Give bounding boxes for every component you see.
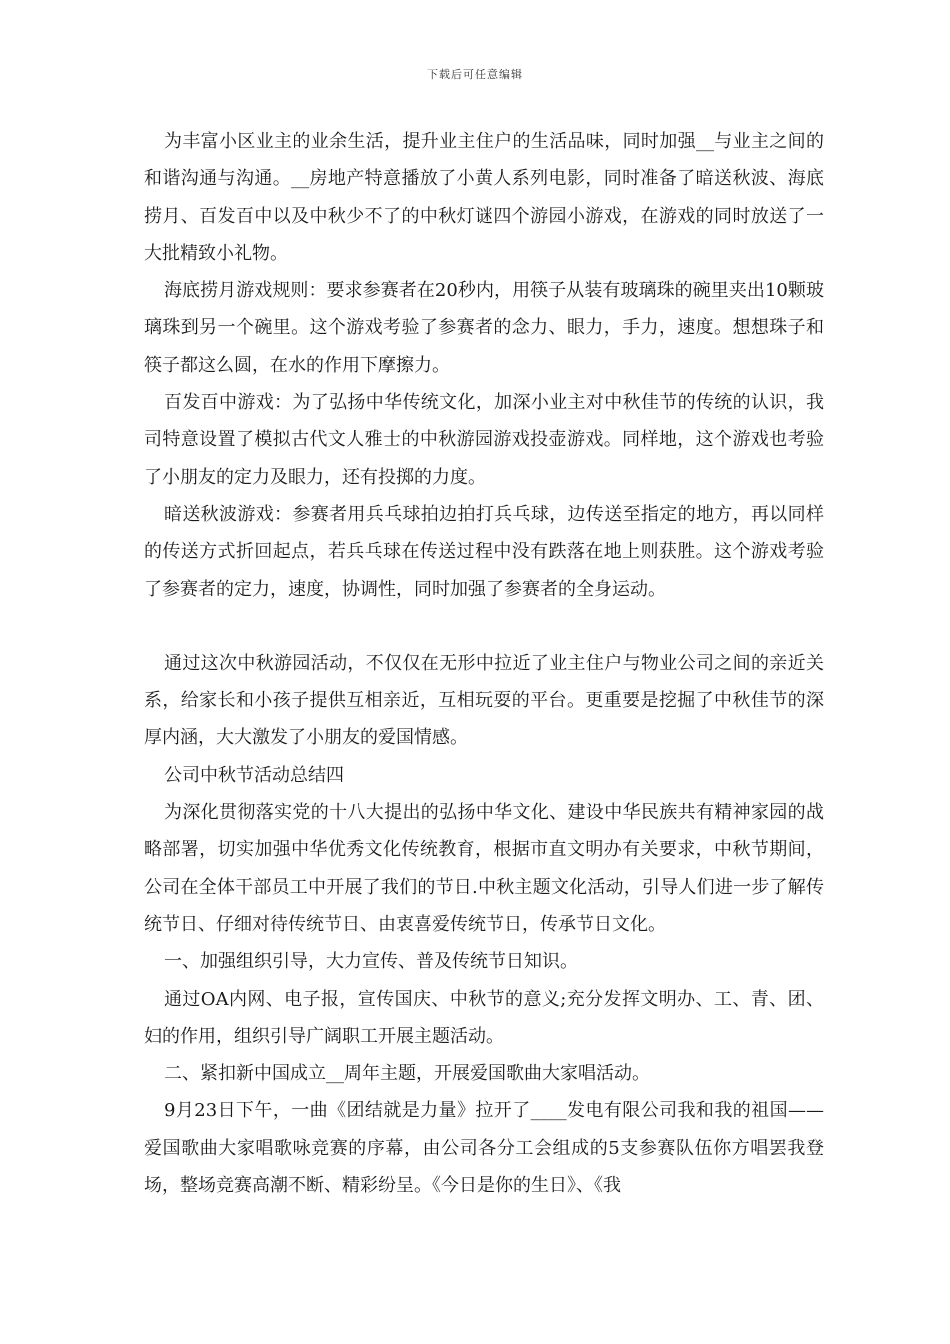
subheading-two: 二、紧扣新中国成立__周年主题，开展爱国歌曲大家唱活动。 xyxy=(164,1063,650,1085)
page-header: 下载后可任意编辑 xyxy=(427,68,523,81)
paragraph-spacer xyxy=(144,608,824,645)
section-heading: 公司中秋节活动总结四 xyxy=(164,764,344,786)
paragraph-game-fishing-moon: 海底捞月游戏规则：要求参赛者在20秒内，用筷子从装有玻璃珠的碗里夹出10颗玻璃珠到另一个碗里。这个游戏考验了参赛者的念力、眼力，手力，速度。想想珠子和筷子都这么圆，在水的作用下摩擦力。 xyxy=(144,280,824,376)
document-body xyxy=(144,123,824,1204)
paragraph-publicity: 通过OA内网、电子报，宣传国庆、中秋节的意义;充分发挥文明办、工、青、团、妇的作用，组织引导广阔职工开展主题活动。 xyxy=(144,988,824,1047)
paragraph-game-hit-target: 百发百中游戏：为了弘扬中华传统文化，加深小业主对中秋佳节的传统的认识，我司特意设置了模拟古代文人雅士的中秋游园游戏投壶游戏。同样地，这个游戏也考验了小朋友的定力及眼力，还有投掷的力度。 xyxy=(144,392,824,488)
paragraph-intro: 为丰富小区业主的业余生活，提升业主住户的生活品味，同时加强__与业主之间的和谐沟通与沟通。__房地产特意播放了小黄人系列电影，同时准备了暗送秋波、海底捞月、百发百中以及中秋少不了的中秋灯谜四个游园小游戏，在游戏的同时放送了一大批精致小礼物。 xyxy=(144,131,824,264)
paragraph-singing-contest: 9月23日下午，一曲《团结就是力量》拉开了____发电有限公司我和我的祖国——爱国歌曲大家唱歌咏竞赛的序幕，由公司各分工会组成的5支参赛队伍你方唱罢我登场，整场竞赛高潮不断、精彩纷呈。《今日是你的生日》、《我 xyxy=(144,1100,824,1197)
paragraph-conclusion: 通过这次中秋游园活动，不仅仅在无形中拉近了业主住户与物业公司之间的亲近关系，给家长和小孩子提供互相亲近，互相玩耍的平台。更重要是挖掘了中秋佳节的深厚内涵，大大激发了小朋友的爱国情感。 xyxy=(144,652,824,749)
paragraph-game-pingpong: 暗送秋波游戏：参赛者用兵乓球拍边拍打兵乓球，边传送至指定的地方，再以同样的传送方式折回起点，若兵乓球在传送过程中没有跌落在地上则获胜。这个游戏考验了参赛者的定力，速度，协调性，同时加强了参赛者的全身运动。 xyxy=(144,503,824,600)
subheading-one: 一、加强组织引导，大力宣传、普及传统节日知识。 xyxy=(164,951,578,973)
paragraph-section-intro: 为深化贯彻落实党的十八大提出的弘扬中华文化、建设中华民族共有精神家园的战略部署，切实加强中华优秀文化传统教育，根据市直文明办有关要求，中秋节期间，公司在全体干部员工中开展了我们的节日.中秋主题文化活动，引导人们进一步了解传统节日、仔细对待传统节日、由衷喜爱传统节日，传承节日文化。 xyxy=(144,802,824,935)
